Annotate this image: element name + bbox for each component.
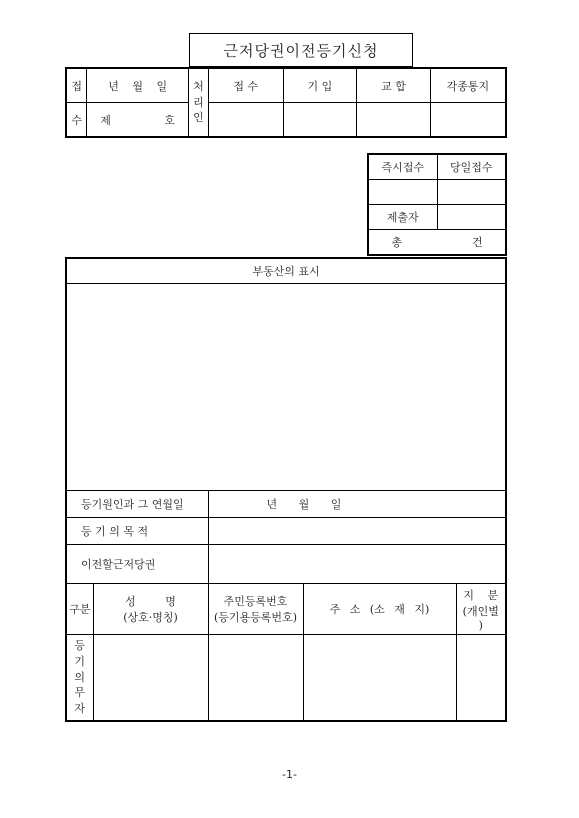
same-day-cell[interactable] [437, 180, 506, 205]
purpose-label: 등 기 의 목 적 [66, 518, 208, 545]
transfer-label: 이전할근저당권 [66, 545, 208, 584]
address-header: 주 소 (소 재 지) [303, 584, 456, 635]
page-number: -1- [282, 768, 297, 781]
submission-table [367, 153, 507, 256]
immediate-label: 즉시접수 [368, 154, 437, 180]
category-header: 구분 [66, 584, 93, 635]
total-count: 총 건 [368, 230, 506, 256]
main-table [65, 257, 507, 722]
obligor-address-cell[interactable] [303, 635, 456, 722]
obligor-label: 등 기 의 무 자 [66, 635, 93, 722]
cell-entry[interactable] [283, 103, 357, 138]
receipt-label-bottom: 수 [66, 103, 87, 138]
property-header: 부동산의 표시 [66, 258, 506, 284]
col-entry: 기 입 [283, 68, 357, 103]
immediate-cell[interactable] [368, 180, 437, 205]
same-day-label: 당일접수 [437, 154, 506, 180]
obligor-name-cell[interactable] [93, 635, 208, 722]
cell-receipt[interactable] [208, 103, 283, 138]
cell-check[interactable] [357, 103, 431, 138]
date-label: 년 월 일 [87, 68, 188, 103]
submitter-label: 제출자 [368, 205, 437, 230]
submitter-cell[interactable] [437, 205, 506, 230]
name-header: 성 명 (상호·명칭) [93, 584, 208, 635]
receipt-table [65, 67, 507, 138]
number-label: 제 호 [87, 103, 188, 138]
id-header: 주민등록번호 (등기용등록번호) [208, 584, 303, 635]
property-area[interactable] [66, 284, 506, 491]
receipt-label-top: 접 [66, 68, 87, 103]
col-notice: 각종통지 [430, 68, 506, 103]
process-label: 처 리 인 [188, 68, 208, 137]
cause-label: 등기원인과 그 연월일 [66, 491, 208, 518]
obligor-share-cell[interactable] [456, 635, 506, 722]
col-check: 교 합 [357, 68, 431, 103]
cell-notice[interactable] [430, 103, 506, 138]
obligor-id-cell[interactable] [208, 635, 303, 722]
transfer-value[interactable] [208, 545, 506, 584]
share-header: 지 분 (개인별 ) [456, 584, 506, 635]
form-title: 근저당권이전등기신청 [189, 33, 413, 67]
purpose-value[interactable] [208, 518, 506, 545]
cause-value[interactable]: 년 월 일 [208, 491, 506, 518]
col-receipt: 접 수 [208, 68, 283, 103]
